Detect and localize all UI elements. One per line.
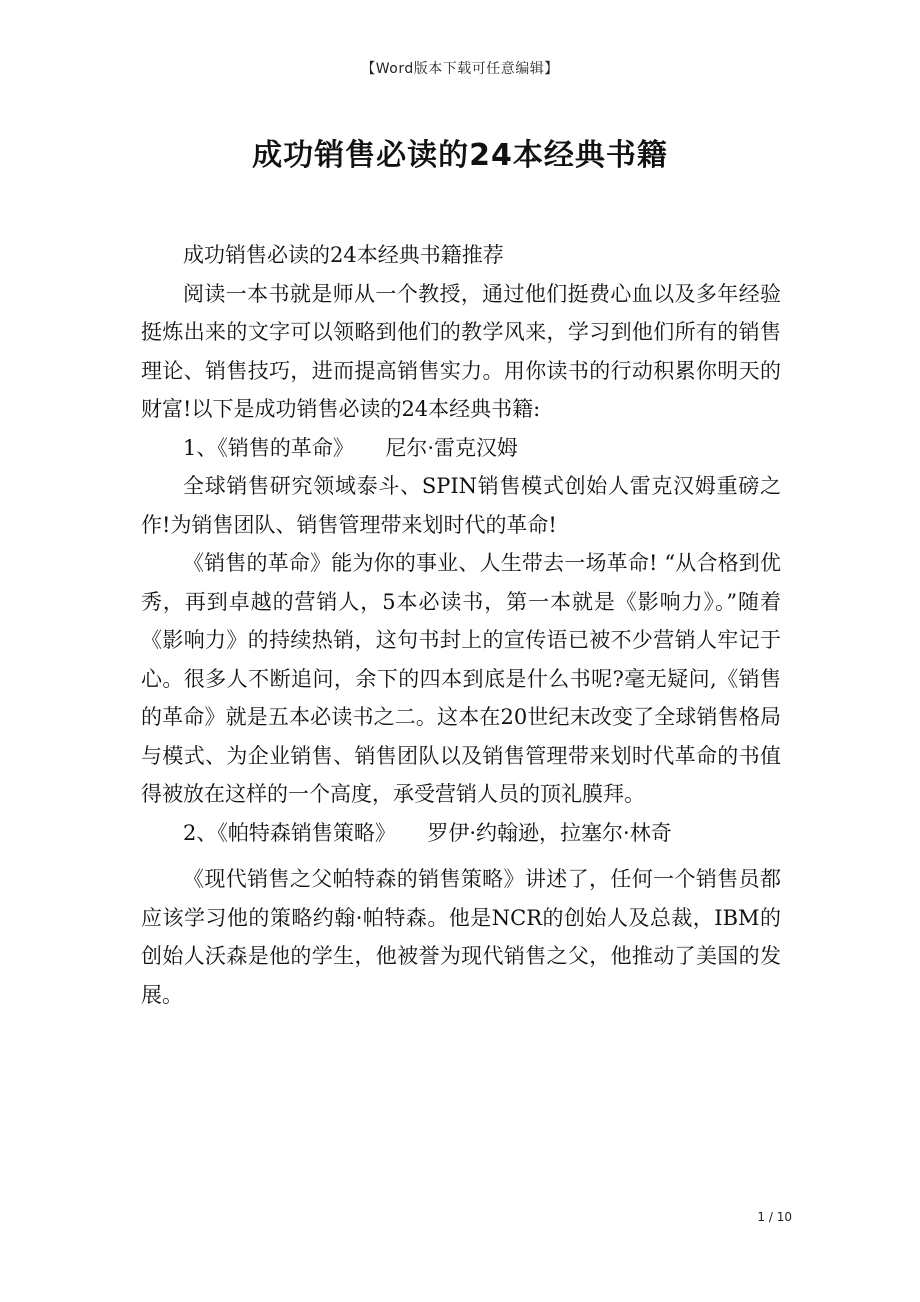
paragraph-book-2-detail: 《现代销售之父帕特森的销售策略》讲述了，任何一个销售员都应该学习他的策略约翰·帕特森。他是NCR的创始人及总裁，IBM的创始人沃森是他的学生，他被誉为现代销售之父，他推动了美国的发展。 <box>141 867 781 1007</box>
paragraph-book-1-summary: 全球销售研究领域泰斗、SPIN销售模式创始人雷克汉姆重磅之作!为销售团队、销售管理带来划时代的革命! <box>141 474 781 537</box>
paragraph-intro: 阅读一本书就是师从一个教授，通过他们挺费心血以及多年经验挺炼出来的文字可以领略到他们的教学风来，学习到他们所有的销售理论、销售技巧，进而提高销售实力。用你读书的行动积累你明天的财富!以下是成功销售必读的24本经典书籍: <box>141 281 781 421</box>
paragraph-book-1-detail: 《销售的革命》能为你的事业、人生带去一场革命! “从合格到优秀，再到卓越的营销人，5本必读书，第一本就是《影响力》。”随着《影响力》的持续热销，这句书封上的宣传语已被不少营销人牢记于心。很多人不断追问，余下的四本到底是什么书呢?毫无疑问,《销售的革命》就是五本必读书之二。这本在20世纪末改变了全球销售格局与模式、为企业销售、销售团队以及销售管理带来划时代革命的书值得被放在这样的一个高度，承受营销人员的顶礼膜拜。 <box>141 551 781 806</box>
document-title: 成功销售必读的24本经典书籍 <box>252 138 668 173</box>
page-number: 1 / 10 <box>757 1210 792 1224</box>
header-note: 【Word版本下载可任意编辑】 <box>361 61 559 77</box>
paragraph-subtitle: 成功销售必读的24本经典书籍推荐 <box>183 243 504 267</box>
book-heading-2: 2、《帕特森销售策略》 罗伊·约翰逊，拉塞尔·林奇 <box>183 820 672 845</box>
book-heading-1: 1、《销售的革命》 尼尔·雷克汉姆 <box>183 435 519 460</box>
document-body <box>141 236 781 1014</box>
